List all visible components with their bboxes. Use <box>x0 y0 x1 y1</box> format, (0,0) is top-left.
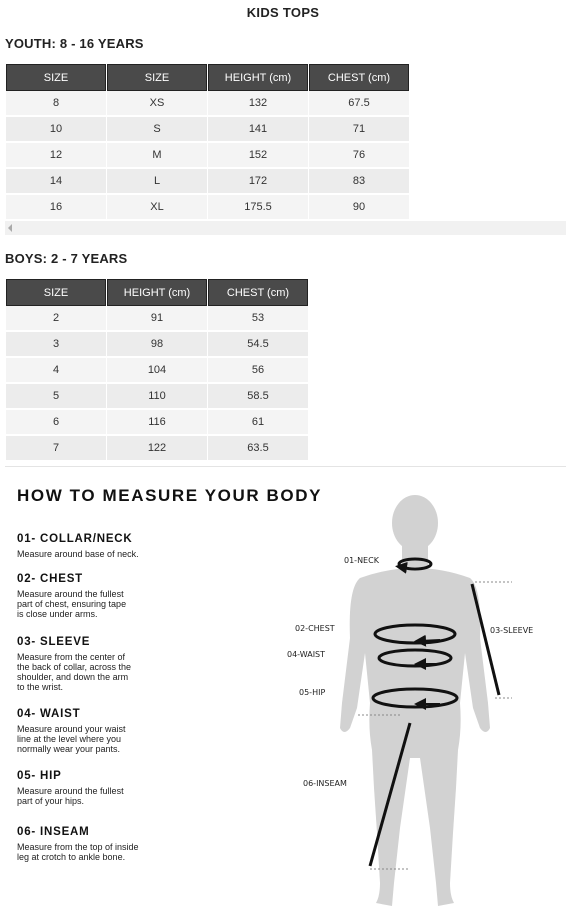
table-cell: 172 <box>208 169 308 195</box>
step-desc-line: to the wrist. <box>17 682 64 692</box>
table-cell: S <box>107 117 207 143</box>
boys-section-title: BOYS: 2 - 7 YEARS <box>5 251 128 266</box>
table-cell: 141 <box>208 117 308 143</box>
table-cell: 2 <box>6 306 106 332</box>
step-desc-line: leg at crotch to ankle bone. <box>17 852 126 862</box>
step-desc-line: the back of collar, across the <box>17 662 132 672</box>
col-header-size: SIZE <box>6 279 106 306</box>
label-neck: 01-NECK <box>344 556 379 565</box>
table-cell: 83 <box>309 169 409 195</box>
step-desc-line: normally wear your pants. <box>17 744 121 754</box>
table-cell: 56 <box>208 358 308 384</box>
col-header-size: SIZE <box>6 64 106 91</box>
table-row <box>6 436 308 462</box>
step-title: 03- SLEEVE <box>17 636 91 648</box>
table-cell: 12 <box>6 143 106 169</box>
step-description <box>17 652 187 692</box>
scroll-left-arrow-icon[interactable] <box>8 224 12 232</box>
step-desc-line: part of your hips. <box>17 796 85 806</box>
step-title: 04- WAIST <box>17 708 81 720</box>
col-header-height: HEIGHT (cm) <box>208 64 308 91</box>
step-desc-line: Measure around the fullest <box>17 786 124 796</box>
step-desc-line: Measure around base of neck. <box>17 549 139 559</box>
step-description <box>17 549 187 559</box>
table-cell: 175.5 <box>208 195 308 221</box>
table-row <box>6 91 409 117</box>
step-hip <box>17 770 187 806</box>
col-header-chest: CHEST (cm) <box>208 279 308 306</box>
step-desc-line: Measure around your waist <box>17 724 126 734</box>
table-cell: 8 <box>6 91 106 117</box>
step-description <box>17 589 187 619</box>
table-cell: 14 <box>6 169 106 195</box>
table-cell: 71 <box>309 117 409 143</box>
section-divider <box>5 466 566 467</box>
table-row <box>6 384 308 410</box>
table-cell: XS <box>107 91 207 117</box>
table-cell: 3 <box>6 332 106 358</box>
step-description <box>17 724 187 754</box>
table-row <box>6 410 308 436</box>
table-cell: 54.5 <box>208 332 308 358</box>
step-description <box>17 842 187 862</box>
table-cell: 5 <box>6 384 106 410</box>
table-row <box>6 117 409 143</box>
table-cell: 132 <box>208 91 308 117</box>
table-cell: 16 <box>6 195 106 221</box>
table-cell: 76 <box>309 143 409 169</box>
step-desc-line: shoulder, and down the arm <box>17 672 129 682</box>
step-desc-line: Measure from the top of inside <box>17 842 139 852</box>
youth-size-table <box>5 64 410 221</box>
body-measurement-figure <box>270 488 566 918</box>
table-cell: 91 <box>107 306 207 332</box>
label-hip: 05-HIP <box>299 688 326 697</box>
table-cell: M <box>107 143 207 169</box>
step-desc-line: part of chest, ensuring tape <box>17 599 127 609</box>
page-title: KIDS TOPS <box>246 5 320 20</box>
horizontal-scrollbar[interactable] <box>5 221 566 235</box>
table-cell: 63.5 <box>208 436 308 462</box>
table-cell: 6 <box>6 410 106 436</box>
table-cell: 4 <box>6 358 106 384</box>
table-cell: 104 <box>107 358 207 384</box>
table-cell: 10 <box>6 117 106 143</box>
table-cell: 110 <box>107 384 207 410</box>
table-cell: 90 <box>309 195 409 221</box>
table-row <box>6 143 409 169</box>
label-chest: 02-CHEST <box>295 624 335 633</box>
table-row <box>6 195 409 221</box>
step-description <box>17 786 187 806</box>
label-inseam: 06-INSEAM <box>303 779 347 788</box>
youth-section-title: YOUTH: 8 - 16 YEARS <box>5 36 144 51</box>
table-cell: 98 <box>107 332 207 358</box>
body-silhouette-diagram <box>270 488 566 918</box>
table-cell: XL <box>107 195 207 221</box>
step-title: 02- CHEST <box>17 573 83 585</box>
table-row <box>6 306 308 332</box>
table-cell: 7 <box>6 436 106 462</box>
step-sleeve <box>17 636 187 692</box>
step-title: 06- INSEAM <box>17 826 90 838</box>
table-cell: 58.5 <box>208 384 308 410</box>
table-cell: 152 <box>208 143 308 169</box>
table-cell: 61 <box>208 410 308 436</box>
table-row <box>6 169 409 195</box>
step-inseam <box>17 826 187 862</box>
boys-size-table <box>5 279 309 462</box>
step-collar-neck <box>17 533 187 559</box>
col-header-height: HEIGHT (cm) <box>107 279 207 306</box>
label-sleeve: 03-SLEEVE <box>490 626 534 635</box>
label-waist: 04-WAIST <box>287 650 326 659</box>
step-desc-line: is close under arms. <box>17 609 98 619</box>
measure-heading: HOW TO MEASURE YOUR BODY <box>17 486 323 505</box>
table-row <box>6 332 308 358</box>
step-waist <box>17 708 187 754</box>
step-desc-line: line at the level where you <box>17 734 122 744</box>
table-header-row <box>6 64 409 91</box>
table-row <box>6 358 308 384</box>
col-header-chest: CHEST (cm) <box>309 64 409 91</box>
table-cell: 116 <box>107 410 207 436</box>
step-desc-line: Measure from the center of <box>17 652 126 662</box>
step-title: 01- COLLAR/NECK <box>17 533 133 545</box>
table-cell: 67.5 <box>309 91 409 117</box>
step-title: 05- HIP <box>17 770 62 782</box>
table-cell: 53 <box>208 306 308 332</box>
table-cell: L <box>107 169 207 195</box>
col-header-size-letter: SIZE <box>107 64 207 91</box>
step-chest <box>17 573 187 619</box>
table-header-row <box>6 279 308 306</box>
step-desc-line: Measure around the fullest <box>17 589 124 599</box>
table-cell: 122 <box>107 436 207 462</box>
